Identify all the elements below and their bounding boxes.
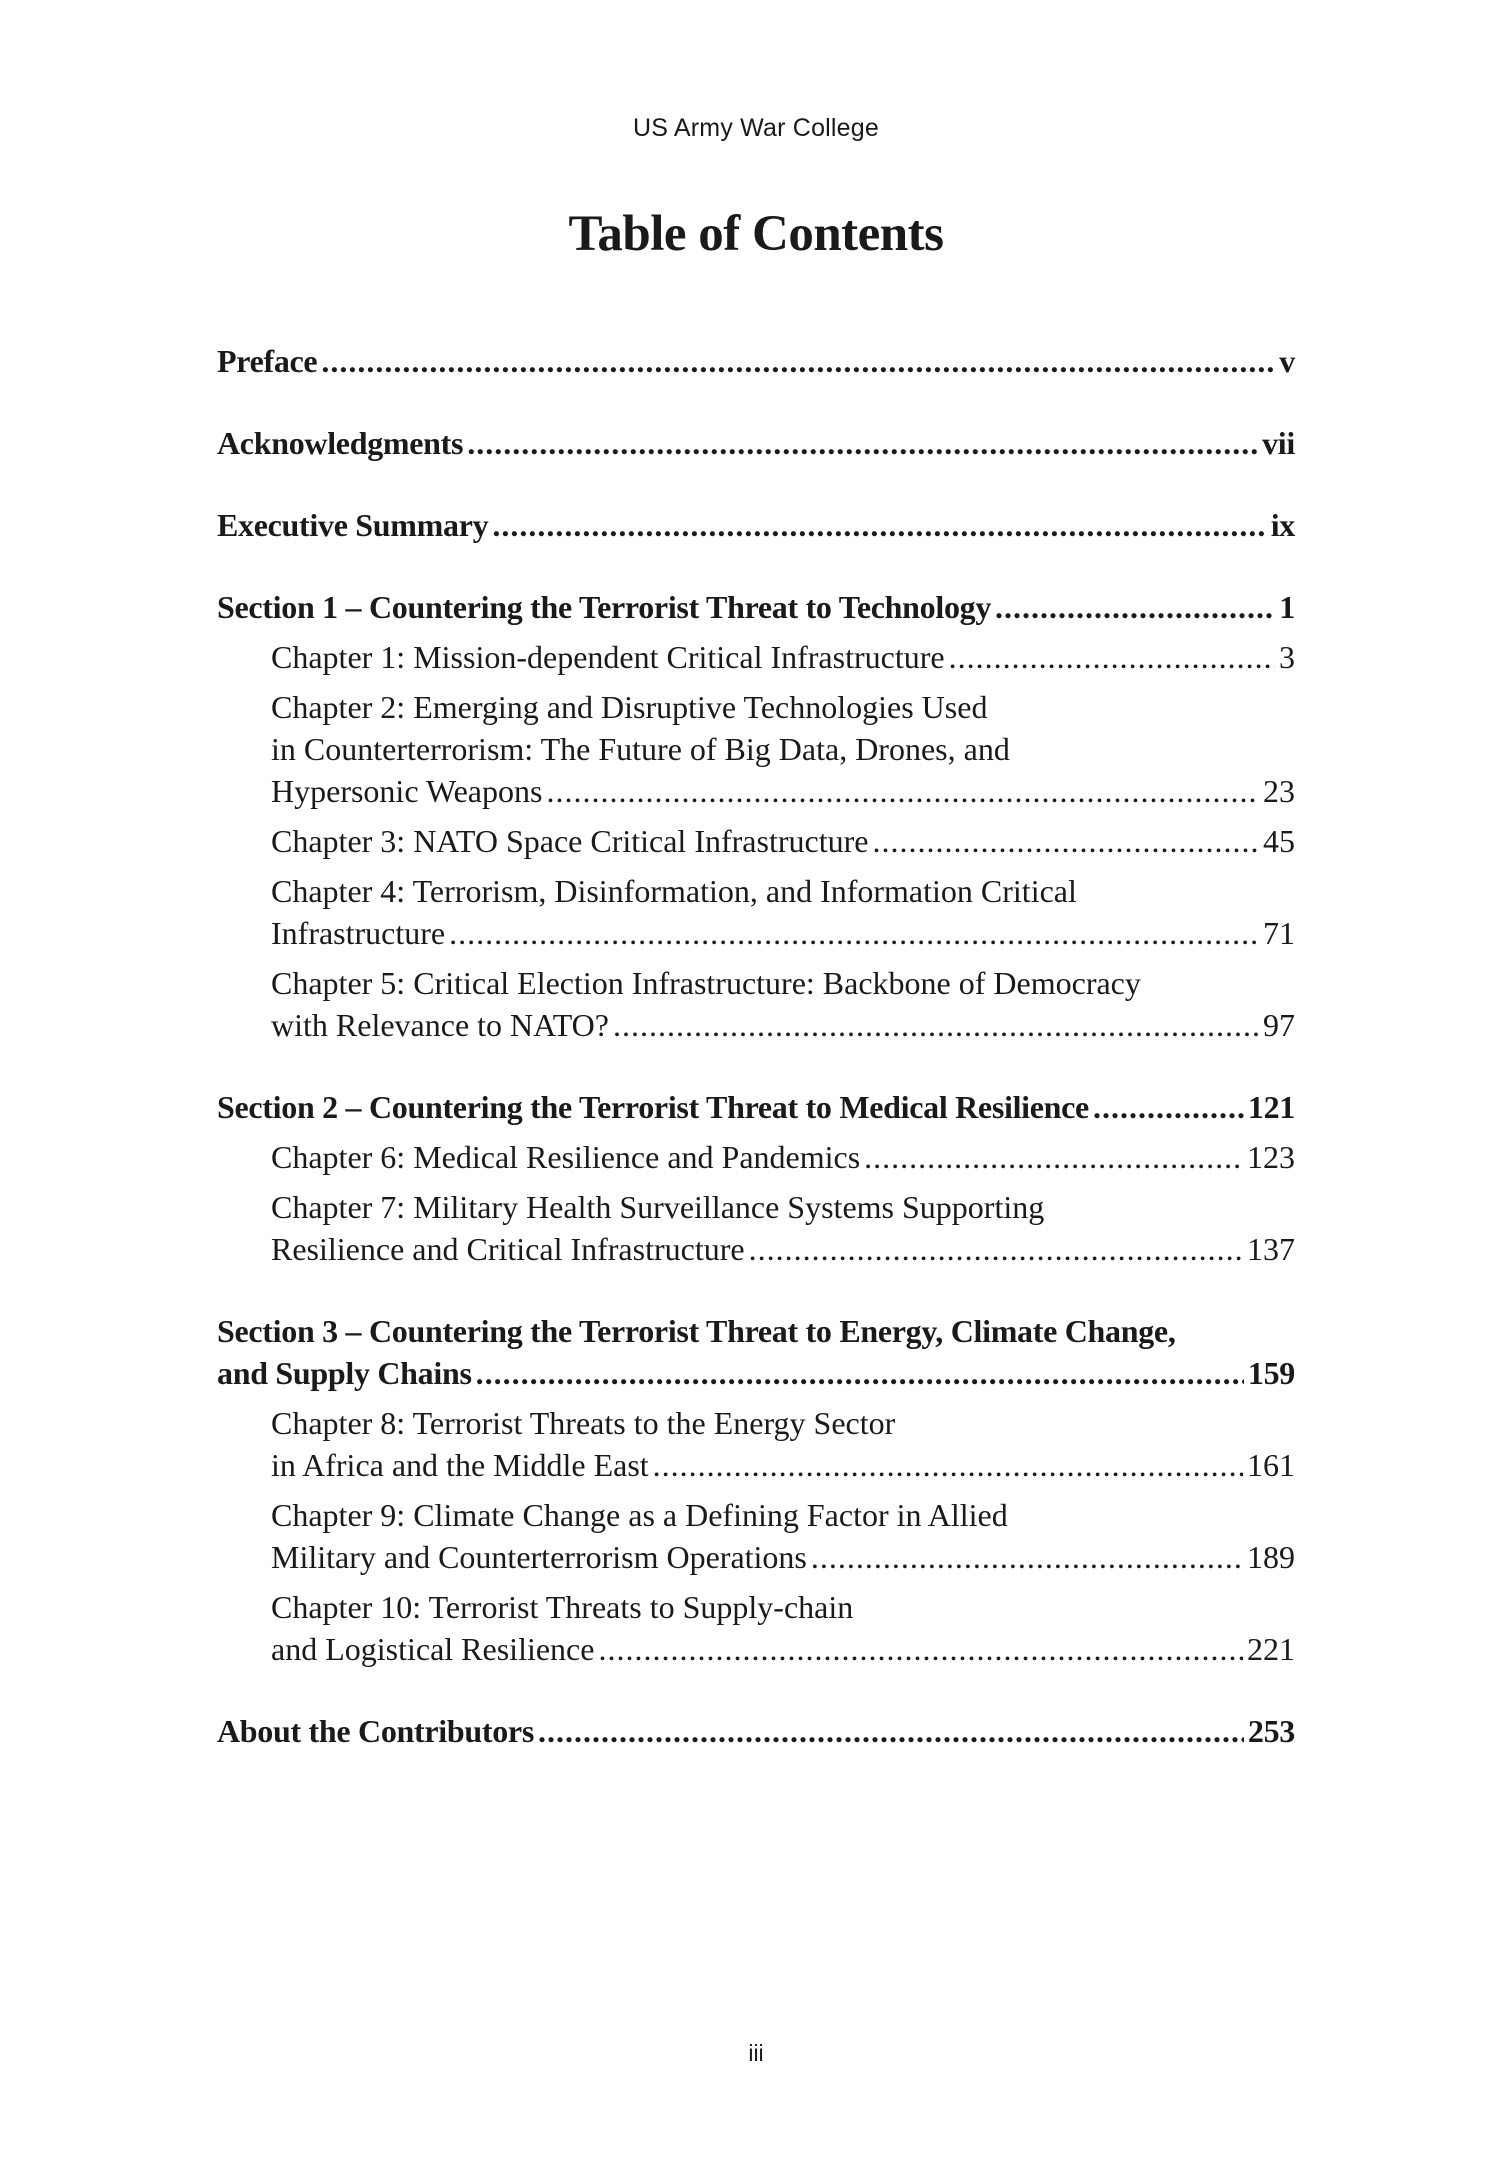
toc-page-number: 45 bbox=[1263, 823, 1295, 859]
toc-page-number: 97 bbox=[1263, 1007, 1295, 1043]
toc-entry-title-line: and Supply Chains bbox=[217, 1355, 472, 1391]
toc-section-entry[interactable] bbox=[217, 1710, 1295, 1752]
toc-chapter-entry[interactable] bbox=[271, 1586, 1295, 1670]
toc-entry-title-line: in Counterterrorism: The Future of Big Data, Drones, and bbox=[271, 731, 1010, 767]
toc-chapter-entry[interactable] bbox=[271, 1494, 1295, 1578]
toc-chapter-entry[interactable] bbox=[271, 820, 1295, 862]
toc-page-number: ix bbox=[1270, 507, 1295, 543]
toc-chapter-entry[interactable] bbox=[271, 870, 1295, 954]
toc-section-entry[interactable] bbox=[217, 340, 1295, 382]
toc-entry-title-line: Military and Counterterrorism Operations bbox=[271, 1539, 807, 1575]
toc-entry-title-line: with Relevance to NATO? bbox=[271, 1007, 609, 1043]
dot-leader bbox=[538, 1710, 1244, 1752]
dot-leader bbox=[613, 1004, 1259, 1046]
page-title: Table of Contents bbox=[568, 206, 944, 262]
toc-page-number: 121 bbox=[1247, 1089, 1295, 1125]
toc-page-number: 23 bbox=[1263, 773, 1295, 809]
dot-leader bbox=[949, 636, 1275, 678]
dot-leader bbox=[864, 1136, 1243, 1178]
toc-section-entry[interactable] bbox=[217, 504, 1295, 546]
toc-chapter-entry[interactable] bbox=[271, 1402, 1295, 1486]
toc-entry-title-line: Hypersonic Weapons bbox=[271, 773, 543, 809]
toc-page-number: 1 bbox=[1279, 589, 1295, 625]
toc-chapter-entry[interactable] bbox=[271, 1136, 1295, 1178]
toc-section-entry[interactable] bbox=[217, 1310, 1295, 1394]
toc-chapter-entry[interactable] bbox=[271, 962, 1295, 1046]
dot-leader bbox=[476, 1352, 1244, 1394]
toc-entry-title-line: Chapter 4: Terrorism, Disinformation, and Information Critical bbox=[271, 873, 1077, 909]
dot-leader bbox=[467, 422, 1258, 464]
toc-chapter-entry[interactable] bbox=[271, 636, 1295, 678]
toc-page-number: 123 bbox=[1247, 1139, 1295, 1175]
toc-entry-title-line: Section 1 – Countering the Terrorist Threat to Technology bbox=[217, 589, 992, 625]
dot-leader bbox=[811, 1536, 1243, 1578]
toc-entry-title-line: in Africa and the Middle East bbox=[271, 1447, 649, 1483]
toc-section-entry[interactable] bbox=[217, 1086, 1295, 1128]
toc-entry-title-line: About the Contributors bbox=[217, 1713, 534, 1749]
toc-page-number: vii bbox=[1262, 425, 1295, 461]
toc-entry-title-line: Section 2 – Countering the Terrorist Threat to Medical Resilience bbox=[217, 1089, 1089, 1125]
toc-entry-title-line: Chapter 5: Critical Election Infrastructure: Backbone of Democracy bbox=[271, 965, 1141, 1001]
page-number: iii bbox=[748, 2040, 764, 2066]
toc-entry-title-line: Chapter 1: Mission-dependent Critical Infrastructure bbox=[271, 639, 945, 675]
toc-entry-title-line: Chapter 2: Emerging and Disruptive Technologies Used bbox=[271, 689, 988, 725]
toc-entry-title-line: Chapter 3: NATO Space Critical Infrastructure bbox=[271, 823, 869, 859]
toc-page-number: v bbox=[1279, 343, 1295, 379]
dot-leader bbox=[598, 1628, 1243, 1670]
dot-leader bbox=[653, 1444, 1243, 1486]
dot-leader bbox=[321, 340, 1275, 382]
toc-entry-title-line: and Logistical Resilience bbox=[271, 1631, 595, 1667]
toc-section-entry[interactable] bbox=[217, 586, 1295, 628]
toc-entry-title-line: Chapter 8: Terrorist Threats to the Energy Sector bbox=[271, 1405, 896, 1441]
toc-page-number: 159 bbox=[1247, 1355, 1295, 1391]
toc-entry-title-line: Chapter 9: Climate Change as a Defining Factor in Allied bbox=[271, 1497, 1008, 1533]
dot-leader bbox=[872, 820, 1259, 862]
toc-page-number: 189 bbox=[1247, 1539, 1295, 1575]
toc-page-number: 253 bbox=[1247, 1713, 1295, 1749]
toc-section-entry[interactable] bbox=[217, 422, 1295, 464]
toc-entry-title-line: Preface bbox=[217, 343, 318, 379]
toc-entry-title-line: Acknowledgments bbox=[217, 425, 464, 461]
toc-entry-title-line: Section 3 – Countering the Terrorist Threat to Energy, Climate Change, bbox=[217, 1313, 1176, 1349]
toc-chapter-entry[interactable] bbox=[271, 1186, 1295, 1270]
toc-page-number: 3 bbox=[1279, 639, 1295, 675]
toc-page-number: 221 bbox=[1247, 1631, 1295, 1667]
toc-page-number: 71 bbox=[1263, 915, 1295, 951]
toc-entry-title-line: Executive Summary bbox=[217, 507, 489, 543]
toc-page-number: 161 bbox=[1247, 1447, 1295, 1483]
toc-entry-title-line: Chapter 10: Terrorist Threats to Supply-chain bbox=[271, 1589, 854, 1625]
dot-leader bbox=[492, 504, 1266, 546]
table-of-contents bbox=[217, 340, 1295, 1752]
toc-entry-title-line: Resilience and Critical Infrastructure bbox=[271, 1231, 745, 1267]
toc-chapter-entry[interactable] bbox=[271, 686, 1295, 812]
dot-leader bbox=[449, 912, 1259, 954]
toc-entry-title-line: Chapter 7: Military Health Surveillance Systems Supporting bbox=[271, 1189, 1045, 1225]
dot-leader bbox=[1093, 1086, 1244, 1128]
toc-entry-title-line: Chapter 6: Medical Resilience and Pandemics bbox=[271, 1139, 861, 1175]
toc-entry-title-line: Infrastructure bbox=[271, 915, 446, 951]
dot-leader bbox=[749, 1228, 1243, 1270]
toc-page-number: 137 bbox=[1247, 1231, 1295, 1267]
dot-leader bbox=[995, 586, 1275, 628]
running-header: US Army War College bbox=[633, 114, 879, 142]
dot-leader bbox=[546, 770, 1259, 812]
